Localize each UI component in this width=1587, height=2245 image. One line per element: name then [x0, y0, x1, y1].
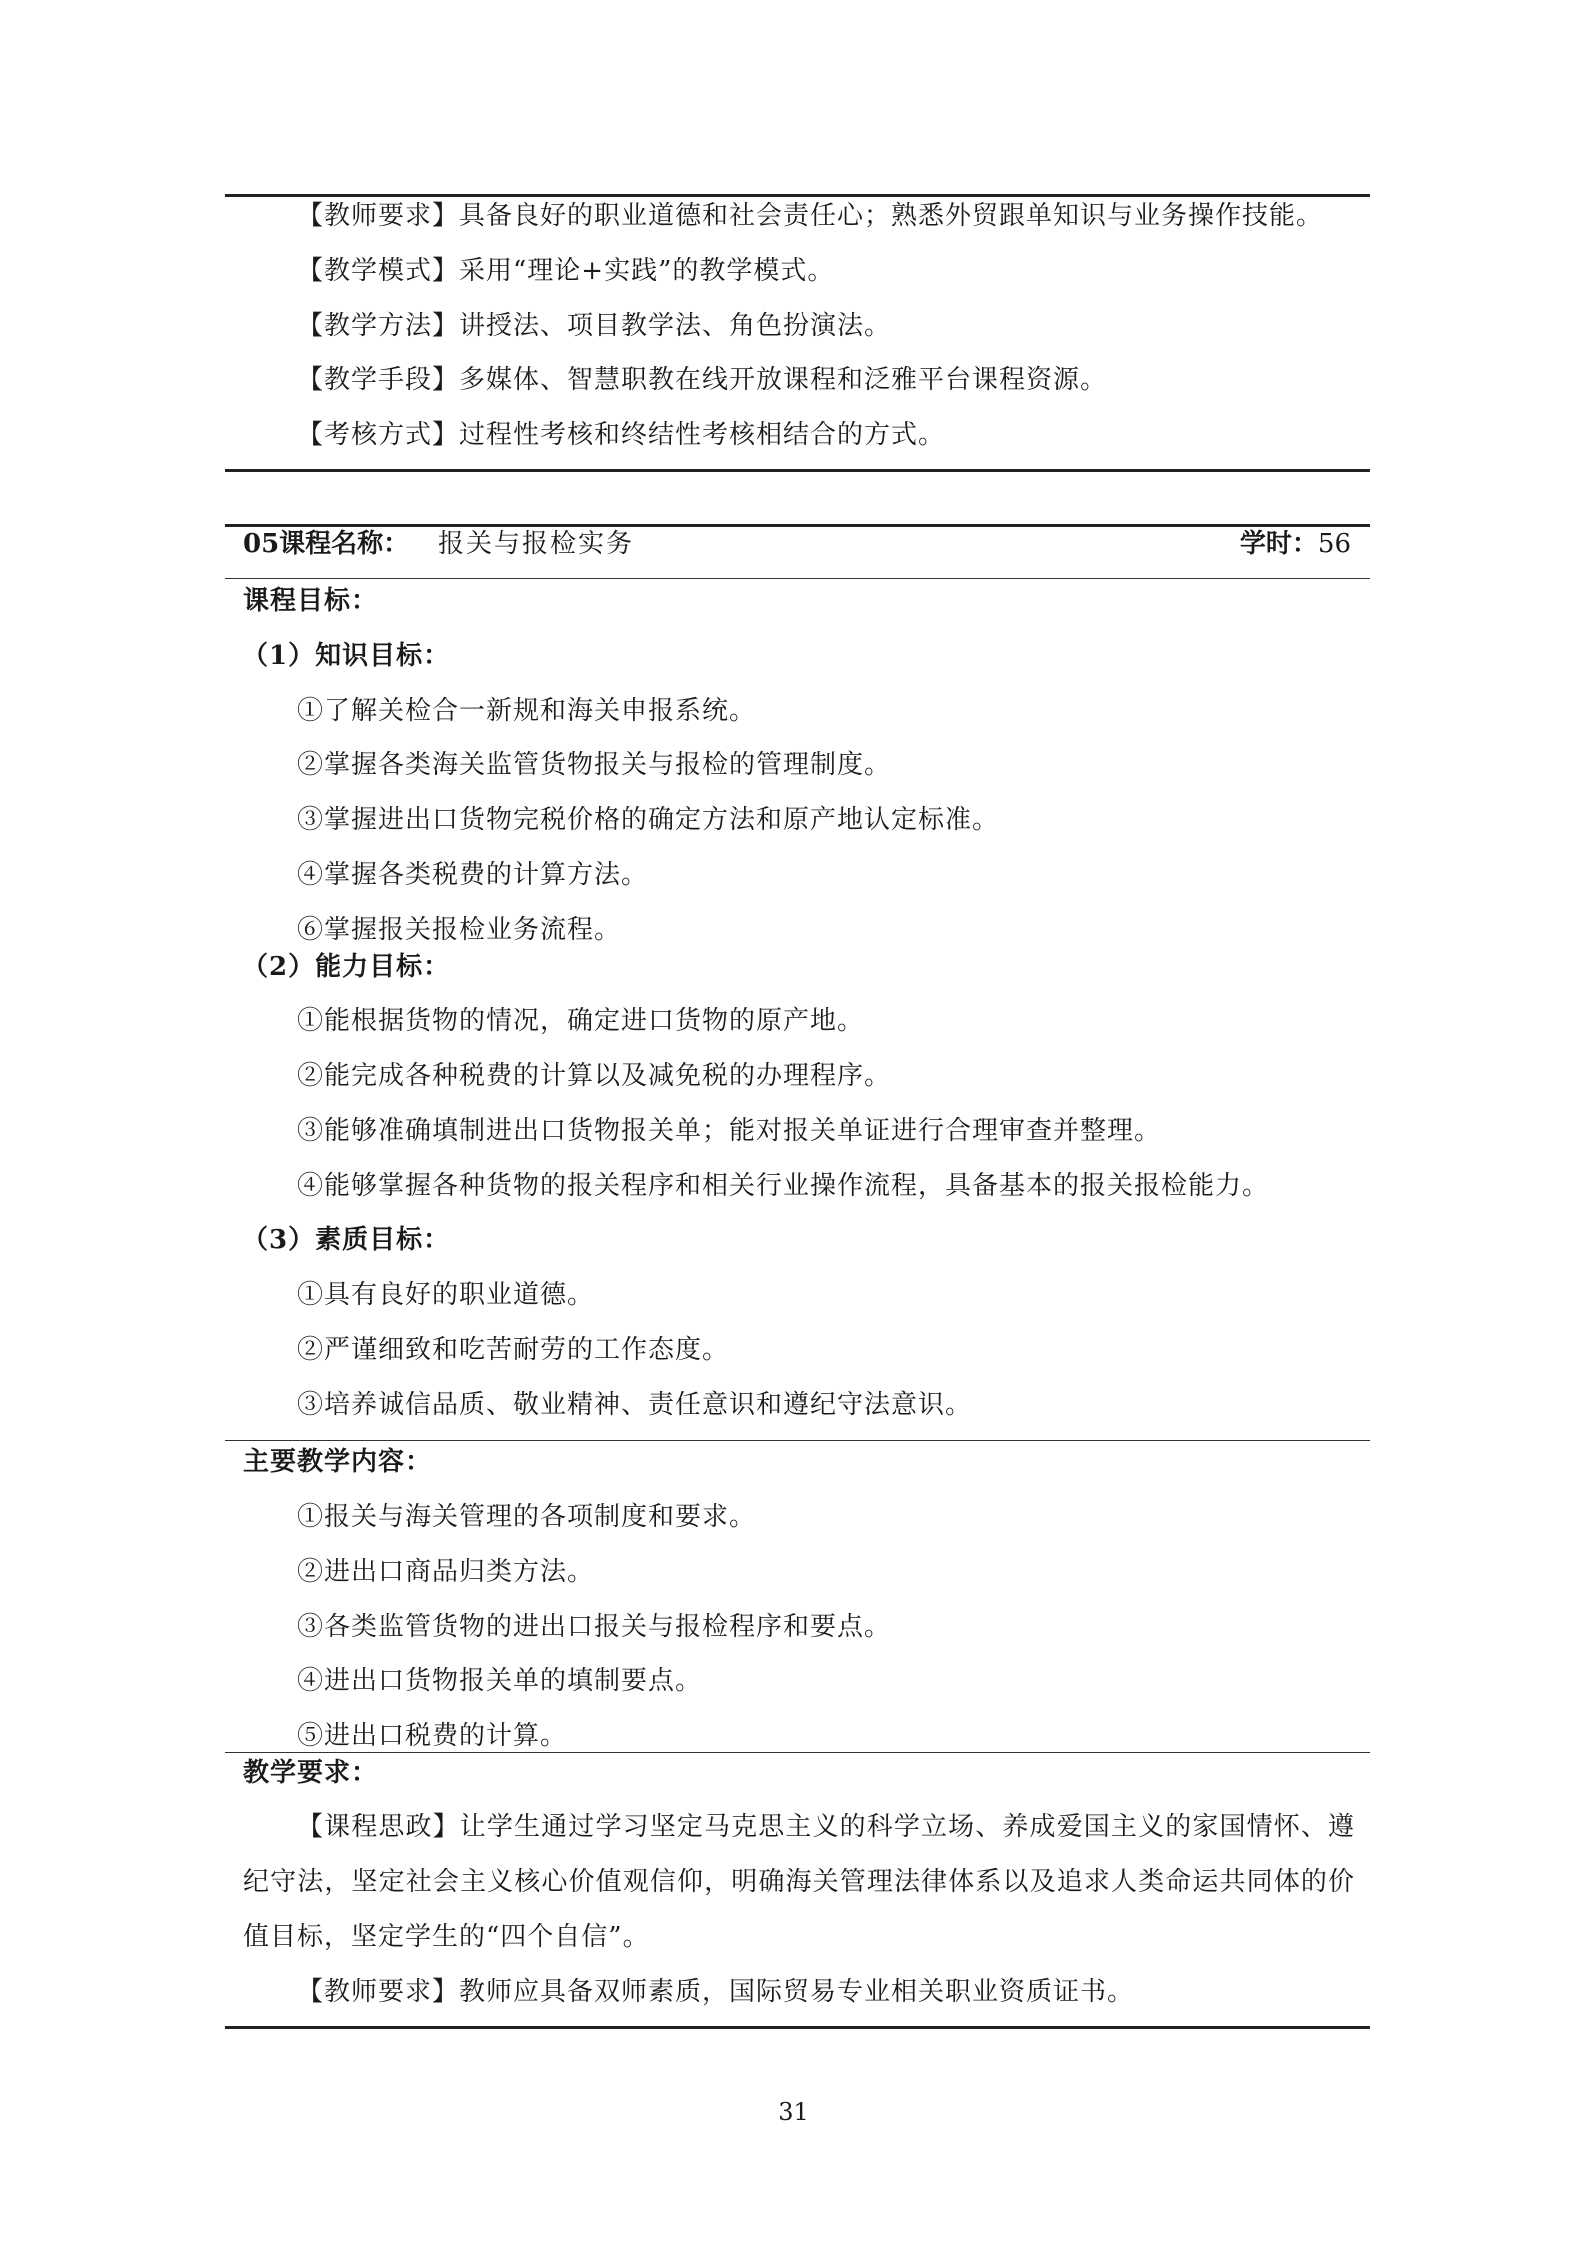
course-header-rule: [225, 578, 1370, 579]
list-item: ①报关与海关管理的各项制度和要求。: [297, 1502, 757, 1532]
content-heading: 主要教学内容：: [243, 1447, 433, 1477]
table-bottom-rule: [225, 469, 1370, 472]
course-hours: [1240, 527, 1351, 561]
quality-heading: （3）素质目标：: [242, 1225, 451, 1255]
list-item: ②掌握各类海关监管货物报关与报检的管理制度。: [297, 750, 892, 780]
hours-value: 56: [1317, 529, 1351, 559]
list-item: ④掌握各类税费的计算方法。: [297, 860, 649, 890]
course-label: 05课程名称：: [243, 529, 410, 559]
course-name: 报关与报检实务: [438, 529, 635, 559]
list-item: ③各类监管货物的进出口报关与报检程序和要点。: [297, 1612, 892, 1642]
teaching-means: 【教学手段】多媒体、智慧职教在线开放课程和泛雅平台课程资源。: [297, 365, 1108, 395]
objectives-heading: 课程目标：: [243, 586, 379, 616]
list-item: ②能完成各种税费的计算以及减免税的办理程序。: [297, 1061, 892, 1091]
content-rule: [225, 1440, 1370, 1441]
ideology-paragraph: 【课程思政】让学生通过学习坚定马克思主义的科学立场、养成爱国主义的家国情怀、遵纪守法，坚定社会主义核心价值观信仰，明确海关管理法律体系以及追求人类命运共同体的价值目标，坚定学生的“四个自信”。: [243, 1812, 1355, 1952]
list-item: ③掌握进出口货物完税价格的确定方法和原产地认定标准。: [297, 805, 1000, 835]
ability-heading: （2）能力目标：: [242, 952, 451, 982]
list-item: ③培养诚信品质、敬业精神、责任意识和遵纪守法意识。: [297, 1390, 973, 1420]
list-item: ①了解关检合一新规和海关申报系统。: [297, 696, 757, 726]
list-item: ⑤进出口税费的计算。: [297, 1721, 568, 1751]
knowledge-heading: （1）知识目标：: [242, 641, 451, 671]
list-item: ④能够掌握各种货物的报关程序和相关行业操作流程，具备基本的报关报检能力。: [297, 1171, 1270, 1201]
list-item: ⑥掌握报关报检业务流程。: [297, 915, 622, 945]
teaching-mode: 【教学模式】采用“理论+实践”的教学模式。: [297, 256, 835, 286]
list-item: ②进出口商品归类方法。: [297, 1557, 595, 1587]
assessment-method: 【考核方式】过程性考核和终结性考核相结合的方式。: [297, 420, 946, 450]
teacher-requirement-2: 【教师要求】教师应具备双师素质，国际贸易专业相关职业资质证书。: [297, 1977, 1135, 2007]
requirements-rule: [225, 1752, 1370, 1753]
list-item: ②严谨细致和吃苦耐劳的工作态度。: [297, 1335, 730, 1365]
list-item: ④进出口货物报关单的填制要点。: [297, 1666, 703, 1696]
list-item: ①具有良好的职业道德。: [297, 1280, 595, 1310]
course-bottom-rule: [225, 2026, 1370, 2029]
list-item: ③能够准确填制进出口货物报关单；能对报关单证进行合理审查并整理。: [297, 1116, 1162, 1146]
teacher-requirement: 【教师要求】具备良好的职业道德和社会责任心；熟悉外贸跟单知识与业务操作技能。: [297, 201, 1324, 231]
list-item: ①能根据货物的情况，确定进口货物的原产地。: [297, 1006, 865, 1036]
course-header-row: [243, 527, 1355, 561]
hours-label: 学时：: [1239, 529, 1318, 559]
page-number: 31: [778, 2098, 809, 2126]
teaching-method: 【教学方法】讲授法、项目教学法、角色扮演法。: [297, 311, 892, 341]
table-top-rule: [225, 194, 1370, 197]
requirements-heading: 教学要求：: [243, 1758, 379, 1788]
